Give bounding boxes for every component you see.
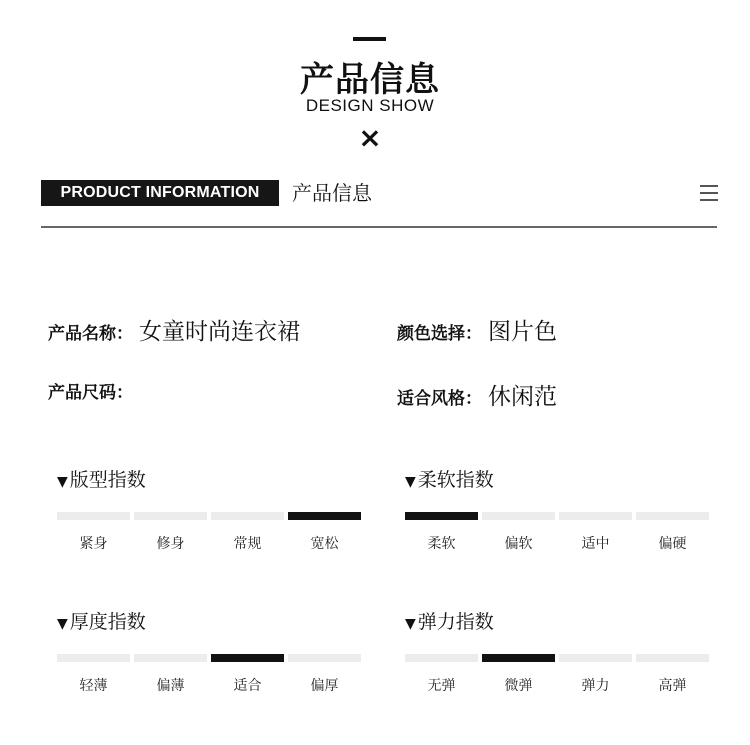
index-label: 紧身 <box>79 536 108 552</box>
field-label: 产品名称： <box>48 324 133 344</box>
index-bar-active <box>405 512 478 520</box>
cross-mark-icon: × <box>358 121 382 154</box>
index-label: 修身 <box>156 536 185 552</box>
field-value: 休闲范 <box>488 384 557 410</box>
index-label: 常规 <box>233 536 262 552</box>
index-bars <box>405 654 709 662</box>
index-title: ▼ 版型指数 <box>57 469 146 491</box>
index-title: ▼ 弹力指数 <box>405 611 494 633</box>
section-badge: PRODUCT INFORMATION <box>41 180 279 206</box>
field-value: 女童时尚连衣裙 <box>139 319 300 345</box>
page-title: 产品信息 <box>300 60 440 100</box>
index-bars <box>57 654 361 662</box>
index-label: 微弹 <box>504 678 533 694</box>
index-label: 轻薄 <box>79 678 108 694</box>
index-bar <box>288 654 361 662</box>
index-title: ▼ 厚度指数 <box>57 611 146 633</box>
title-accent-bar <box>353 37 386 41</box>
index-bar <box>211 512 284 520</box>
index-label: 宽松 <box>310 536 339 552</box>
index-labels <box>405 675 709 695</box>
index-labels <box>57 533 361 553</box>
index-bars <box>57 512 361 520</box>
index-bar <box>482 512 555 520</box>
field-label: 颜色选择： <box>397 324 482 344</box>
index-label: 偏薄 <box>156 678 185 694</box>
index-bar <box>405 654 478 662</box>
field-value: 图片色 <box>488 319 557 345</box>
index-label: 偏软 <box>504 536 533 552</box>
index-bar-active <box>211 654 284 662</box>
field-size <box>48 378 139 404</box>
section-badge-cn: 产品信息 <box>292 181 372 205</box>
index-bar <box>57 654 130 662</box>
index-label: 偏硬 <box>658 536 687 552</box>
index-labels <box>57 675 361 695</box>
index-label: 无弹 <box>427 678 456 694</box>
index-bar <box>636 654 709 662</box>
index-bar <box>559 654 632 662</box>
index-title: ▼ 柔软指数 <box>405 469 494 491</box>
index-bar <box>134 512 207 520</box>
index-label: 高弹 <box>658 678 687 694</box>
index-bar-active <box>288 512 361 520</box>
triangle-down-icon: ▼ <box>405 474 416 490</box>
field-label: 产品尺码： <box>48 383 133 403</box>
index-fit <box>57 467 367 552</box>
index-bar <box>57 512 130 520</box>
index-thickness <box>57 609 367 694</box>
field-product-name <box>48 313 300 346</box>
index-bar-active <box>482 654 555 662</box>
index-label: 弹力 <box>581 678 610 694</box>
index-softness <box>405 467 715 552</box>
index-bar <box>559 512 632 520</box>
menu-icon <box>700 185 718 201</box>
field-style <box>397 378 557 411</box>
index-bar <box>636 512 709 520</box>
field-color <box>397 313 557 346</box>
index-bars <box>405 512 709 520</box>
section-divider <box>41 226 717 228</box>
index-label: 适合 <box>233 678 262 694</box>
index-label: 偏厚 <box>310 678 339 694</box>
index-elasticity <box>405 609 715 694</box>
field-label: 适合风格： <box>397 389 482 409</box>
index-label: 柔软 <box>427 536 456 552</box>
page-subtitle: DESIGN SHOW <box>305 96 435 115</box>
triangle-down-icon: ▼ <box>57 474 68 490</box>
index-bar <box>134 654 207 662</box>
index-label: 适中 <box>581 536 610 552</box>
triangle-down-icon: ▼ <box>405 616 416 632</box>
index-labels <box>405 533 709 553</box>
triangle-down-icon: ▼ <box>57 616 68 632</box>
